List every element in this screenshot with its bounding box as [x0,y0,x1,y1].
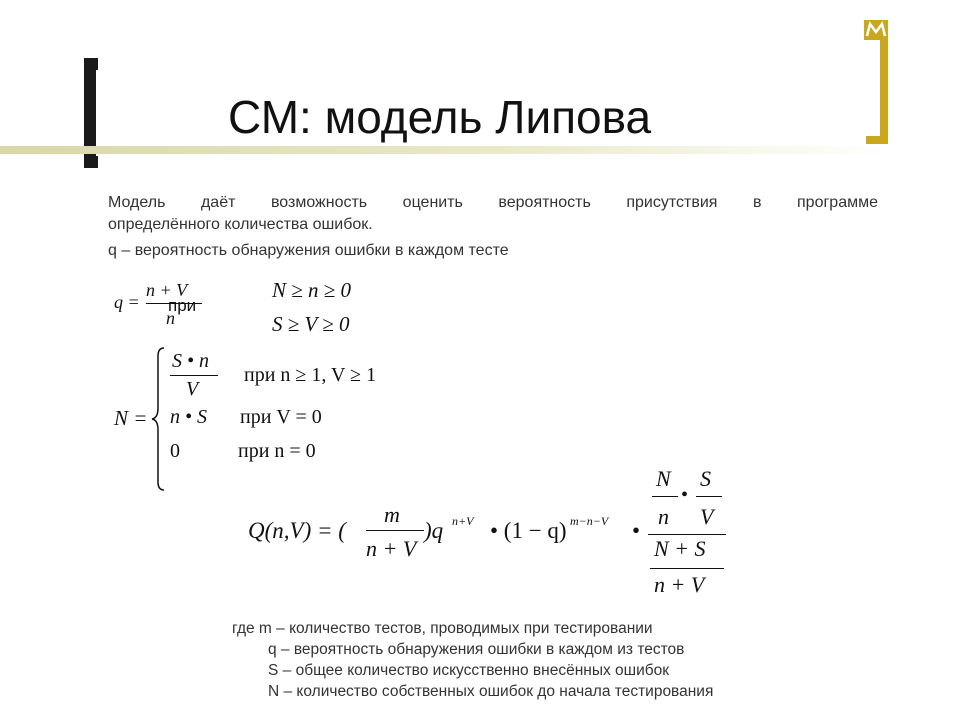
big-fraction-N-n-line [652,496,678,497]
definition-q: q – вероятность обнаружения ошибки в каждом из тестов [268,641,685,658]
definition-S: S – общее количество искусственно внесённых ошибок [268,662,670,679]
intro-line-2: определённого количества ошибок. [108,216,373,233]
case3-expression: 0 [170,440,180,462]
formula-Q-nV-den: n + V [366,536,417,561]
big-fraction-n-plus-V: n + V [654,572,705,597]
formula-Q-q: )q [424,518,444,543]
big-fraction-inner-dot: • [681,484,689,506]
case1-fraction-line [170,375,218,376]
big-fraction-S-V-line [696,496,722,497]
condition-N-n: N ≥ n ≥ 0 [272,278,352,302]
case1-condition: при n ≥ 1, V ≥ 1 [244,364,377,386]
right-bracket-decoration [866,38,888,144]
big-fraction-lower-line [650,568,724,569]
formula-Q-exponent-2: m−n−V [570,514,609,528]
q-definition: q – вероятность обнаружения ошибки в каждом тесте [108,242,509,259]
big-fraction-S: S [700,466,711,491]
formula-Q-dot: • [632,518,641,543]
definition-N: N – количество собственных ошибок до начала тестирования [268,683,714,700]
formula-q-denominator: n [166,308,175,328]
formula-Q-lhs: Q(n,V) = ( [248,518,346,543]
formula-Q-m-fraction-line [366,530,424,531]
big-fraction-n: n [658,504,669,529]
formula-q-numerator: n + V [146,280,188,300]
intro-line-1: Модель даёт возможность оценить вероятность присутствия в программе [108,194,878,211]
formula-Q-middle: • (1 − q) [490,518,567,543]
formula-Q-m: m [384,502,400,527]
case1-denominator: V [186,378,199,400]
definition-m: где m – количество тестов, проводимых при тестировании [232,620,653,637]
big-fraction-N: N [656,466,671,491]
case1-numerator: S • n [172,350,210,372]
case2-condition: при V = 0 [240,406,322,428]
formula-q-pri: при [168,296,197,315]
big-fraction-main-line [648,534,726,535]
condition-S-V: S ≥ V ≥ 0 [272,312,350,336]
big-fraction-V: V [700,504,714,529]
formula-Q-exponent-1: n+V [452,514,474,528]
case3-condition: при n = 0 [238,440,316,462]
formula-q-lhs: q = [114,292,140,312]
corner-logo-icon [864,20,888,40]
title-underline-bar [0,146,890,154]
formula-N-lhs: N = [114,406,148,430]
piecewise-brace-icon [150,346,168,492]
case2-expression: n • S [170,406,208,428]
slide-title: СМ: модель Липова [228,91,652,143]
big-fraction-N-plus-S: N + S [654,536,706,561]
